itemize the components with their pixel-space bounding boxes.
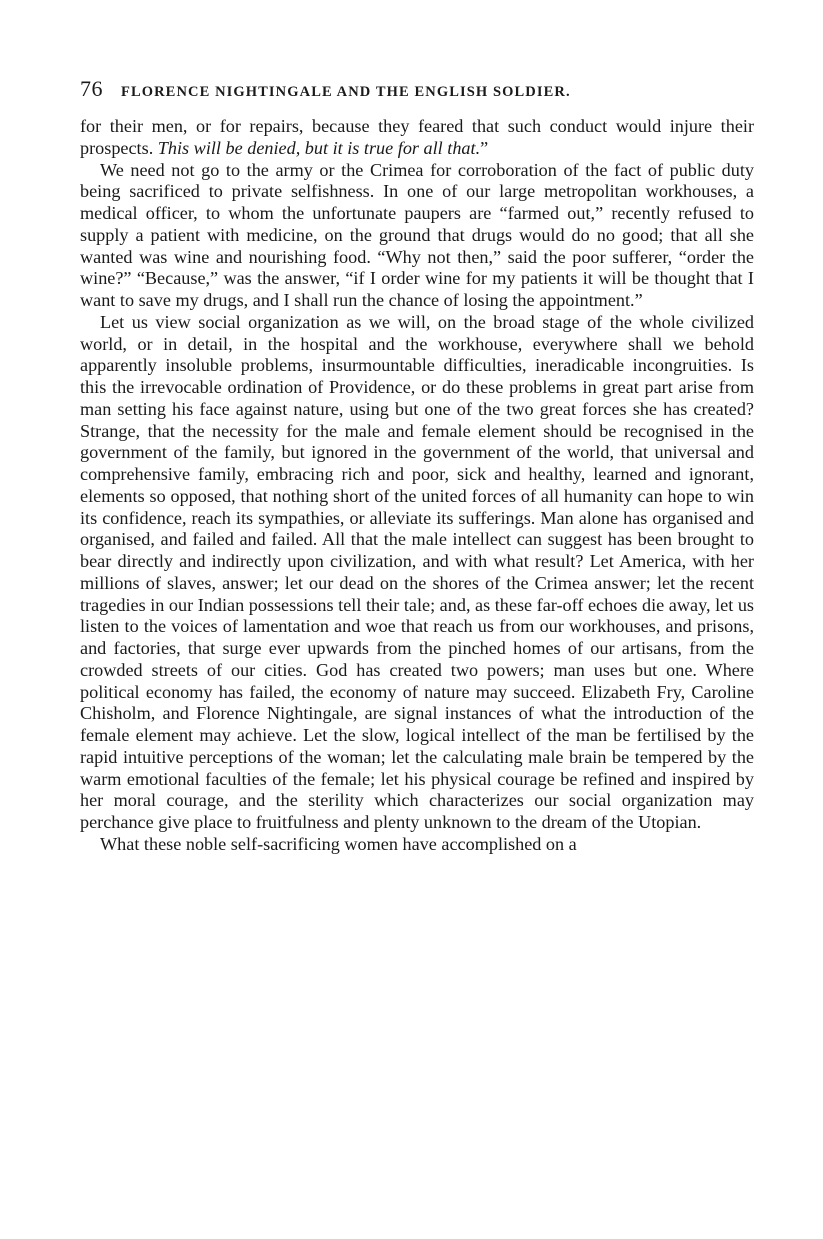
paragraph-closing-fragment: What these noble self-sacrificing women have accomplished on a: [100, 833, 577, 854]
paragraph-text: for their men, or for repairs, because they feared that such conduct would injure their prospects.: [80, 116, 754, 158]
closing-quote: ”: [480, 137, 489, 158]
italic-aside: This will be denied, but it is true for all that.: [157, 137, 481, 158]
running-head: [80, 76, 754, 102]
body-text: [80, 116, 754, 856]
page-content: [80, 76, 754, 856]
page-number: 76: [80, 76, 103, 101]
paragraph-continued: [80, 116, 754, 160]
paragraph-workhouse-anecdote: We need not go to the army or the Crimea for corroboration of the fact of public duty being sacrificed to private selfishness. In one of our large metropolitan workhouses, a medical officer, to whom the unfortunate paupers are “farmed out,” recently refused to supply a patient with medicine, on the ground that drugs would do no good; that all she wanted was wine and nourishing food. “Why not then,” said the poor sufferer, “order the wine?” “Because,” was the answer, “if I order wine for my patients it will be thought that I want to save my drugs, and I shall run the chance of losing the appointment.”: [80, 159, 754, 310]
paragraph-social-organization: Let us view social organization as we will, on the broad stage of the whole civilized world, or in detail, in the hospital and the workhouse, everywhere shall we behold apparently insoluble problems, insurmountable difficulties, ineradicable incongruities. Is this the irrevocable ordination of Providence, or do these problems in great part arise from man setting his face against nature, using but one of the two great forces she has created? Strange, that the necessity for the male and female element should be recognised in the government of the family, but ignored in the government of the world, that universal and comprehensive family, embracing rich and poor, sick and healthy, learned and ignorant, elements so opposed, that nothing short of the united forces of all humanity can hope to win its confidence, reach its sympathies, or alleviate its sufferings. Man alone has organised and organised, and failed and failed. All that the male intellect can suggest has been brought to bear directly and indirectly upon civilization, and with what result? Let America, with her millions of slaves, answer; let our dead on the shores of the Crimea answer; let the recent tragedies in our Indian possessions tell their tale; and, as these far-off echoes die away, let us listen to the voices of lamentation and woe that reach us from our workhouses, and prisons, and factories, that surge ever upwards from the pinched homes of our artisans, from the crowded streets of our cities. God has created two powers; man uses but one. Where political economy has failed, the economy of nature may succeed. Elizabeth Fry, Caroline Chisholm, and Florence Nightingale, are signal instances of what the introduction of the female element may achieve. Let the slow, logical intellect of the man be fertilised by the rapid intuitive perceptions of the woman; let the calculating male brain be tempered by the warm emotional faculties of the female; let his physical courage be refined and inspired by her moral courage, and the sterility which characterizes our social organization may perchance give place to fruitfulness and plenty unknown to the dream of the Utopian.: [80, 311, 754, 832]
running-title: FLORENCE NIGHTINGALE AND THE ENGLISH SOLDIER.: [121, 84, 571, 100]
